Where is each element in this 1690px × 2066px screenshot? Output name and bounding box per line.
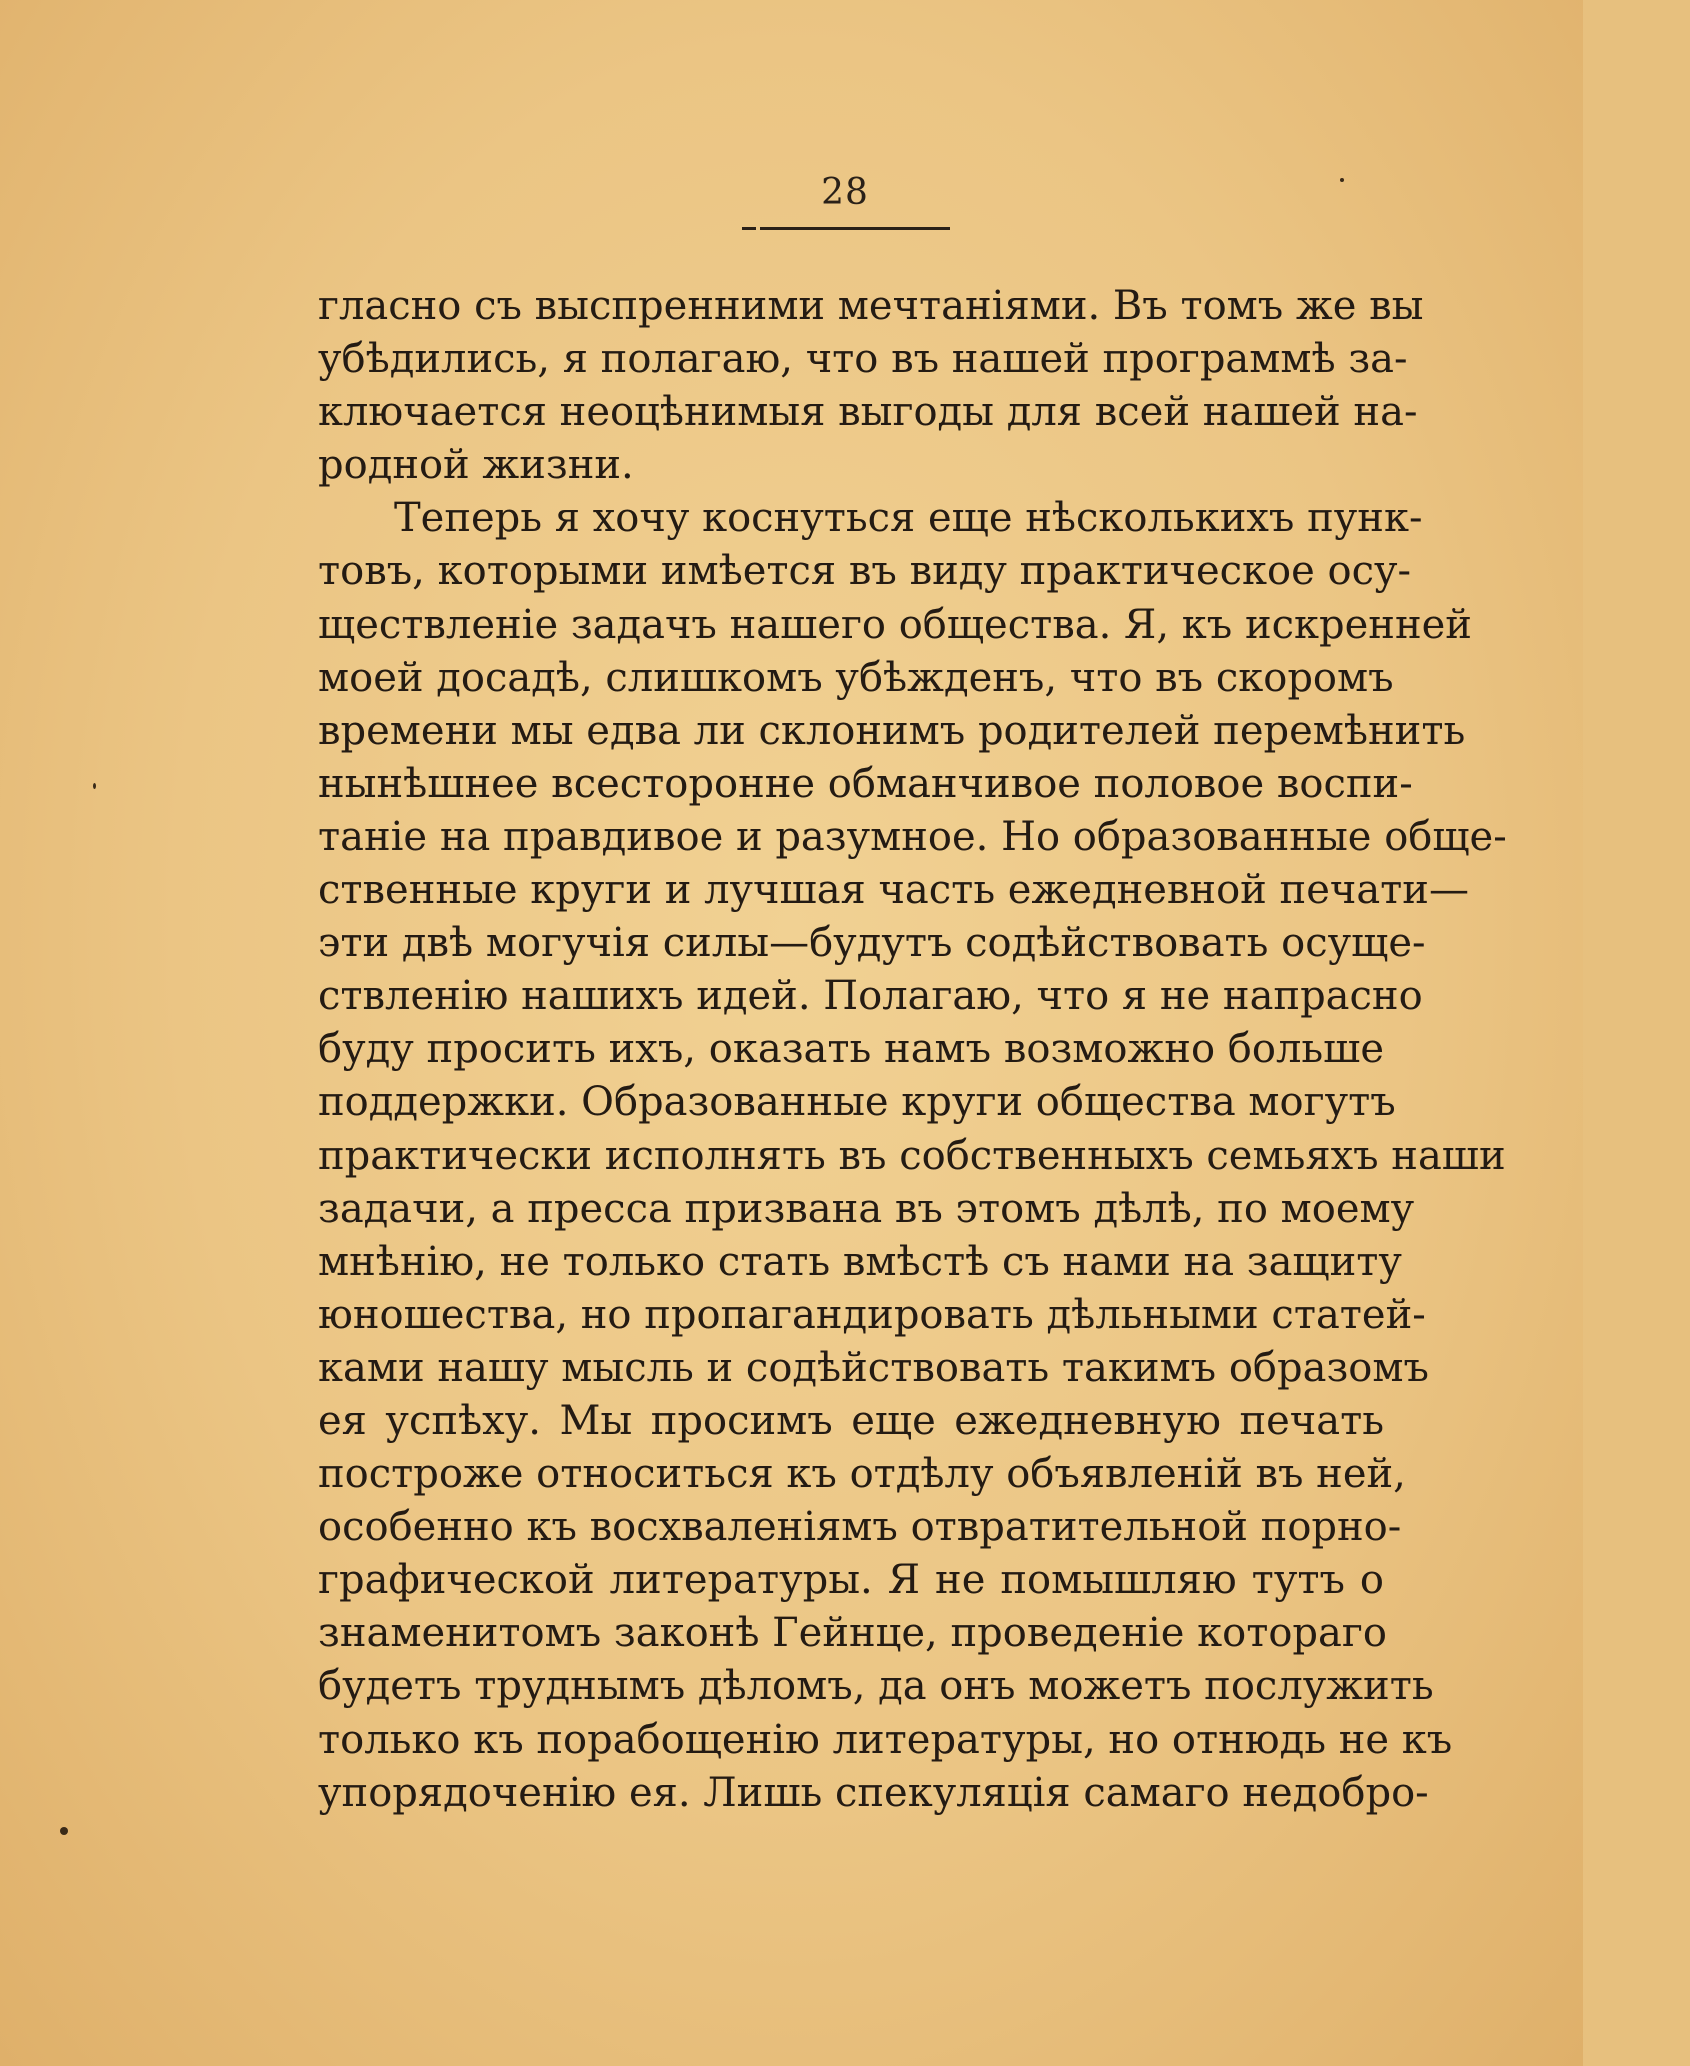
text-line: нынѣшнее всесторонне обманчивое половое воспи-: [318, 760, 1413, 807]
text-line: ключается неоцѣнимыя выгоды для всей нашей на-: [318, 389, 1418, 436]
text-line: ствленію нашихъ идей. Полагаю, что я не напрасно: [318, 973, 1423, 1020]
paper-speck: [60, 1827, 68, 1835]
body-text: [318, 280, 1507, 1820]
text-line: Теперь я хочу коснуться еще нѣсколькихъ пунк-: [394, 495, 1423, 542]
text-line: упорядоченію ея. Лишь спекуляція самаго недобро-: [318, 1769, 1429, 1816]
page-number: 28: [821, 172, 869, 213]
paper-speck: [1340, 178, 1344, 182]
text-line: ществленіе задачъ нашего общества. Я, къ искренней: [318, 601, 1472, 648]
text-line: родной жизни.: [318, 442, 634, 489]
text-line: таніе на правдивое и разумное. Но образованные обще-: [318, 813, 1507, 860]
text-line: особенно къ восхваленіямъ отвратительной порно-: [318, 1504, 1402, 1551]
text-line: ственные круги и лучшая часть ежедневной печати—: [318, 867, 1469, 914]
text-line: юношества, но пропагандировать дѣльными статей-: [318, 1291, 1426, 1338]
text-line: ками нашу мысль и содѣйствовать такимъ образомъ: [318, 1344, 1429, 1391]
header-rule-dash: [742, 227, 756, 230]
text-line: графической литературы. Я не помышляю тутъ о: [318, 1557, 1384, 1604]
text-line: практически исполнять въ собственныхъ семьяхъ наши: [318, 1132, 1506, 1179]
text-line: гласно съ выспренними мечтаніями. Въ томъ же вы: [318, 283, 1424, 329]
text-line: только къ порабощенію литературы, но отнюдь не къ: [318, 1716, 1453, 1763]
text-line: знаменитомъ законѣ Гейнце, проведеніе котораго: [318, 1610, 1387, 1657]
header-rule: [760, 227, 950, 230]
text-line: мнѣнію, не только стать вмѣстѣ съ нами на защиту: [318, 1238, 1402, 1285]
paper-speck: [93, 783, 96, 789]
text-line: времени мы едва ли склонимъ родителей перемѣнить: [318, 707, 1466, 754]
text-line: ея успѣху. Мы просимъ еще ежедневную печать: [318, 1397, 1384, 1444]
text-line: задачи, а пресса призвана въ этомъ дѣлѣ, по моему: [318, 1185, 1415, 1232]
text-line: буду просить ихъ, оказать намъ возможно больше: [318, 1026, 1384, 1073]
text-line: построже относиться къ отдѣлу объявленій въ ней,: [318, 1451, 1406, 1498]
text-line: моей досадѣ, слишкомъ убѣжденъ, что въ скоромъ: [318, 654, 1394, 701]
text-line: товъ, которыми имѣется въ виду практическое осу-: [318, 548, 1412, 595]
text-line: будетъ труднымъ дѣломъ, да онъ можетъ послужить: [318, 1663, 1434, 1710]
text-line: эти двѣ могучія силы—будутъ содѣйствовать осуще-: [318, 920, 1426, 967]
text-line: поддержки. Образованные круги общества могутъ: [318, 1079, 1396, 1126]
text-line: убѣдились, я полагаю, что въ нашей программѣ за-: [318, 336, 1408, 383]
